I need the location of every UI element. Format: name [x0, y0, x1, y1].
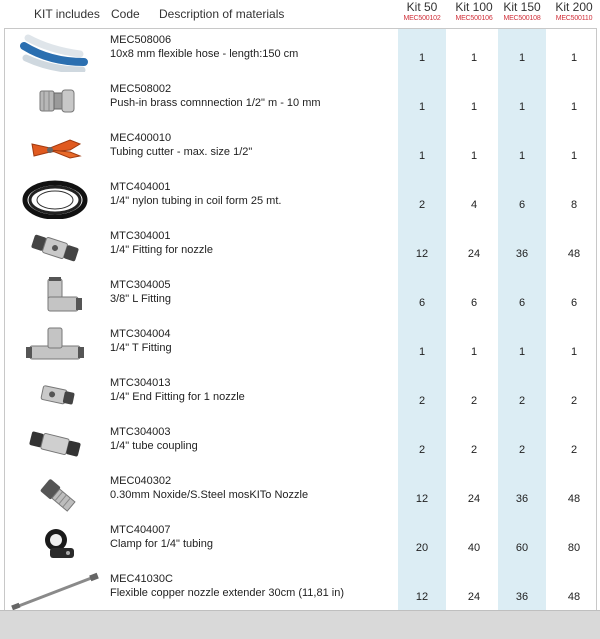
- qty-kit-200: 8: [570, 199, 578, 211]
- qty-kit-50: 2: [418, 444, 426, 456]
- item-code: MTC304005: [110, 279, 171, 291]
- table-header: [0, 0, 600, 28]
- qty-kit-100: 1: [470, 52, 478, 64]
- tubing-coil-icon: [20, 179, 90, 219]
- qty-kit-150: 36: [515, 248, 529, 260]
- item-code: MEC41030C: [110, 573, 173, 585]
- qty-kit-200: 80: [567, 542, 581, 554]
- l-fitting-icon: [20, 277, 90, 317]
- kit-50-header: [398, 0, 446, 28]
- qty-kit-150: 1: [518, 150, 526, 162]
- kit-code: MEC500110: [555, 15, 593, 22]
- qty-kit-50: 1: [418, 101, 426, 113]
- item-description: 3/8" L Fitting: [110, 293, 171, 305]
- item-code: MTC304001: [110, 230, 171, 242]
- table-row: [4, 322, 597, 371]
- misting-nozzle-icon: [20, 473, 90, 513]
- qty-kit-100: 24: [467, 591, 481, 603]
- table-row: [4, 273, 597, 322]
- item-description: 1/4" End Fitting for 1 nozzle: [110, 391, 245, 403]
- qty-kit-100: 1: [470, 101, 478, 113]
- kit-name: Kit 200: [555, 0, 593, 14]
- qty-kit-50: 2: [418, 199, 426, 211]
- tube-coupling-icon: [20, 424, 90, 464]
- qty-kit-150: 36: [515, 591, 529, 603]
- item-description: Tubing cutter - max. size 1/2": [110, 146, 253, 158]
- table-row: [4, 469, 597, 518]
- qty-kit-100: 1: [470, 150, 478, 162]
- qty-kit-200: 1: [570, 52, 578, 64]
- table-row: [4, 175, 597, 224]
- qty-kit-200: 48: [567, 248, 581, 260]
- item-description: 1/4" Fitting for nozzle: [110, 244, 213, 256]
- qty-kit-100: 2: [470, 444, 478, 456]
- qty-kit-150: 1: [518, 52, 526, 64]
- kit-150-header: [498, 0, 546, 28]
- qty-kit-200: 2: [570, 395, 578, 407]
- item-description: 1/4" T Fitting: [110, 342, 172, 354]
- item-description: 1/4" nylon tubing in coil form 25 mt.: [110, 195, 282, 207]
- item-code: MTC304013: [110, 377, 171, 389]
- table-row: [4, 420, 597, 469]
- qty-kit-200: 48: [567, 493, 581, 505]
- qty-kit-200: 1: [570, 101, 578, 113]
- item-description: Push-in brass comnnection 1/2" m - 10 mm: [110, 97, 321, 109]
- push-in-connector-icon: [20, 81, 90, 121]
- item-description: 10x8 mm flexible hose - length:150 cm: [110, 48, 299, 60]
- kit-code: MEC500108: [503, 15, 541, 22]
- footer-bar: [0, 610, 600, 639]
- tube-clamp-icon: [20, 522, 90, 562]
- qty-kit-100: 1: [470, 346, 478, 358]
- qty-kit-100: 24: [467, 493, 481, 505]
- qty-kit-100: 6: [470, 297, 478, 309]
- table-row: [4, 518, 597, 567]
- item-description: Clamp for 1/4" tubing: [110, 538, 213, 550]
- item-code: MTC404007: [110, 524, 171, 536]
- qty-kit-150: 1: [518, 346, 526, 358]
- qty-kit-50: 2: [418, 395, 426, 407]
- nozzle-fitting-icon: [20, 228, 90, 268]
- qty-kit-150: 36: [515, 493, 529, 505]
- item-code: MTC304004: [110, 328, 171, 340]
- kit-name: Kit 100: [455, 0, 493, 14]
- qty-kit-50: 20: [415, 542, 429, 554]
- qty-kit-200: 6: [570, 297, 578, 309]
- table-row: [4, 126, 597, 175]
- qty-kit-150: 2: [518, 444, 526, 456]
- kit-name: Kit 50: [406, 0, 438, 14]
- qty-kit-50: 12: [415, 493, 429, 505]
- qty-kit-100: 40: [467, 542, 481, 554]
- qty-kit-50: 1: [418, 52, 426, 64]
- table-row: [4, 371, 597, 420]
- qty-kit-50: 6: [418, 297, 426, 309]
- qty-kit-50: 12: [415, 591, 429, 603]
- item-description: 1/4" tube coupling: [110, 440, 198, 452]
- qty-kit-150: 60: [515, 542, 529, 554]
- hose-icon: [20, 32, 90, 72]
- kit-code: MEC500106: [455, 15, 493, 22]
- item-code: MEC040302: [110, 475, 172, 487]
- kit-200-header: [550, 0, 598, 28]
- end-fitting-icon: [20, 375, 90, 415]
- item-code: MEC400010: [110, 132, 172, 144]
- description-header: Description of materials: [159, 7, 285, 21]
- qty-kit-150: 6: [518, 297, 526, 309]
- item-code: MEC508006: [110, 34, 172, 46]
- qty-kit-200: 1: [570, 150, 578, 162]
- kit-100-header: [450, 0, 498, 28]
- kit-name: Kit 150: [503, 0, 541, 14]
- qty-kit-200: 1: [570, 346, 578, 358]
- item-code: MEC508002: [110, 83, 172, 95]
- qty-kit-150: 1: [518, 101, 526, 113]
- qty-kit-200: 2: [570, 444, 578, 456]
- kit-includes-header: KIT includes: [34, 7, 100, 21]
- qty-kit-150: 2: [518, 395, 526, 407]
- tubing-cutter-icon: [20, 130, 90, 170]
- qty-kit-100: 4: [470, 199, 478, 211]
- code-header: Code: [111, 7, 140, 21]
- item-code: MTC404001: [110, 181, 171, 193]
- kit-code: MEC500102: [403, 15, 441, 22]
- qty-kit-50: 1: [418, 150, 426, 162]
- qty-kit-100: 24: [467, 248, 481, 260]
- qty-kit-150: 6: [518, 199, 526, 211]
- qty-kit-200: 48: [567, 591, 581, 603]
- table-row: [4, 77, 597, 126]
- item-description: 0.30mm Noxide/S.Steel mosKITo Nozzle: [110, 489, 309, 501]
- qty-kit-100: 2: [470, 395, 478, 407]
- table-row: [4, 224, 597, 273]
- item-code: MTC304003: [110, 426, 171, 438]
- t-fitting-icon: [20, 326, 90, 366]
- qty-kit-50: 1: [418, 346, 426, 358]
- nozzle-extender-icon: [10, 571, 100, 611]
- item-description: Flexible copper nozzle extender 30cm (11,81 in): [110, 587, 344, 599]
- table-row: [4, 567, 597, 616]
- qty-kit-50: 12: [415, 248, 429, 260]
- table-row: [4, 28, 597, 77]
